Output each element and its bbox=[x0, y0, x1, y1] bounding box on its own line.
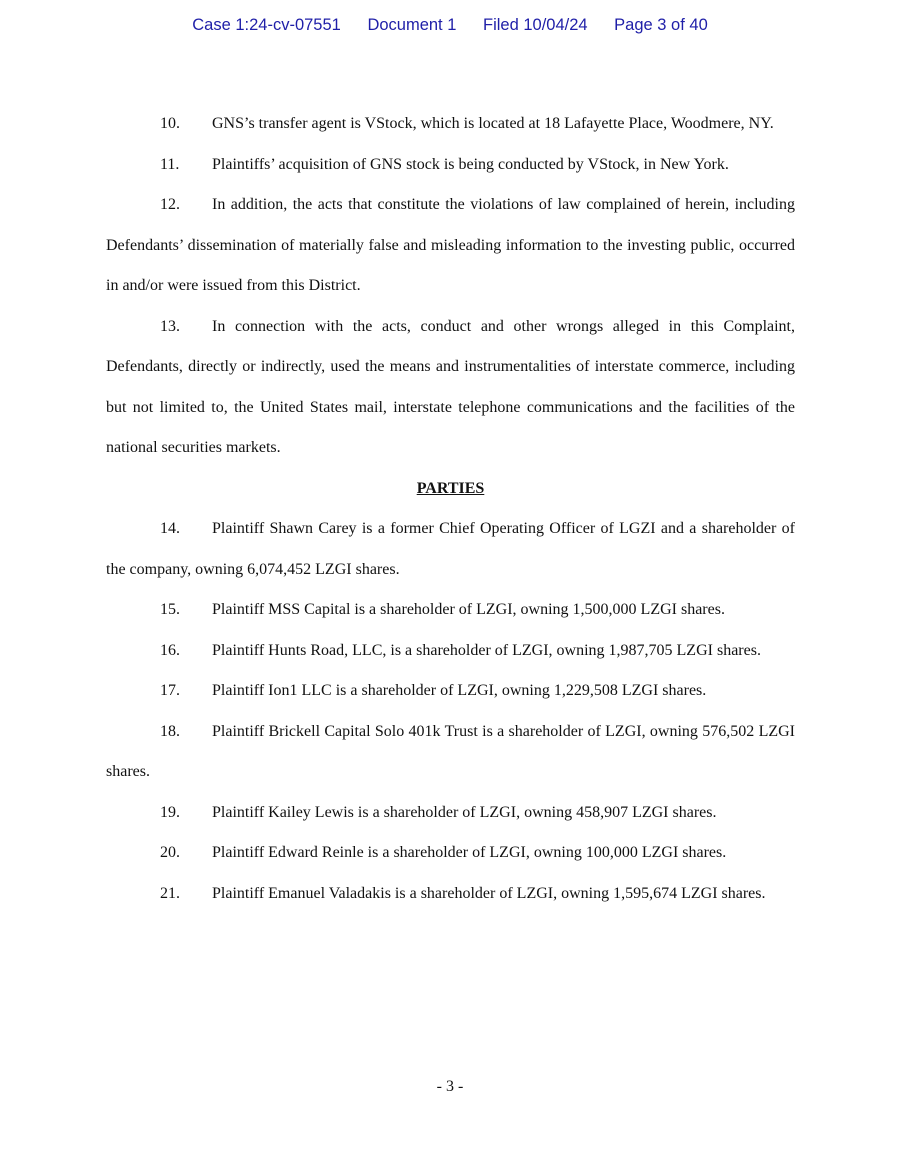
footer-page-number: - 3 - bbox=[436, 1078, 464, 1095]
paragraph-10: 10. GNS’s transfer agent is VStock, which is located at 18 Lafayette Place, Woodmere, NY. bbox=[160, 115, 774, 132]
case-header bbox=[0, 16, 900, 35]
paragraph-20: 20. Plaintiff Edward Reinle is a shareholder of LZGI, owning 100,000 LZGI shares. bbox=[160, 844, 727, 861]
case-number: Case 1:24-cv-07551 bbox=[192, 16, 341, 34]
paragraph-19: 19. Plaintiff Kailey Lewis is a shareholder of LZGI, owning 458,907 LZGI shares. bbox=[160, 803, 717, 821]
paragraph-15: 15. Plaintiff MSS Capital is a shareholder of LZGI, owning 1,500,000 LZGI shares. bbox=[160, 601, 725, 618]
paragraph-17: 17. Plaintiff Ion1 LLC is a shareholder of LZGI, owning 1,229,508 LZGI shares. bbox=[160, 682, 707, 699]
page-indicator: Page 3 of 40 bbox=[614, 16, 708, 34]
filed-date: Filed 10/04/24 bbox=[483, 16, 588, 34]
paragraph-11: 11. Plaintiffs’ acquisition of GNS stock is being conducted by VStock, in New York. bbox=[160, 155, 729, 173]
paragraph-14: 14. Plaintiff Shawn Carey is a former Chief Operating Officer of LGZI and a shareholder of the company, owning 6,074,452 LZGI shares. bbox=[106, 520, 795, 578]
paragraph-18: 18. Plaintiff Brickell Capital Solo 401k Trust is a shareholder of LZGI, owning 576,502 LZGI shares. bbox=[106, 722, 795, 780]
paragraph-12: 12. In addition, the acts that constitute the violations of law complained of herein, including Defendants’ dissemination of materially false and misleading information to the investing public, occurred in and/or were issued from this District. bbox=[106, 196, 795, 294]
paragraph-16: 16. Plaintiff Hunts Road, LLC, is a shareholder of LZGI, owning 1,987,705 LZGI shares. bbox=[160, 641, 761, 659]
section-heading-parties: PARTIES bbox=[416, 479, 485, 497]
document-body bbox=[106, 104, 795, 914]
document-number: Document 1 bbox=[367, 16, 457, 34]
page-footer bbox=[0, 1078, 900, 1096]
paragraph-21: 21. Plaintiff Emanuel Valadakis is a shareholder of LZGI, owning 1,595,674 LZGI shares. bbox=[160, 884, 766, 902]
paragraph-13: 13. In connection with the acts, conduct and other wrongs alleged in this Complaint, Defendants, directly or indirectly, used the means and instrumentalities of interstate commerce, including but not limited to, the United States mail, interstate telephone communications and the facilities of the national securities markets. bbox=[106, 317, 795, 456]
